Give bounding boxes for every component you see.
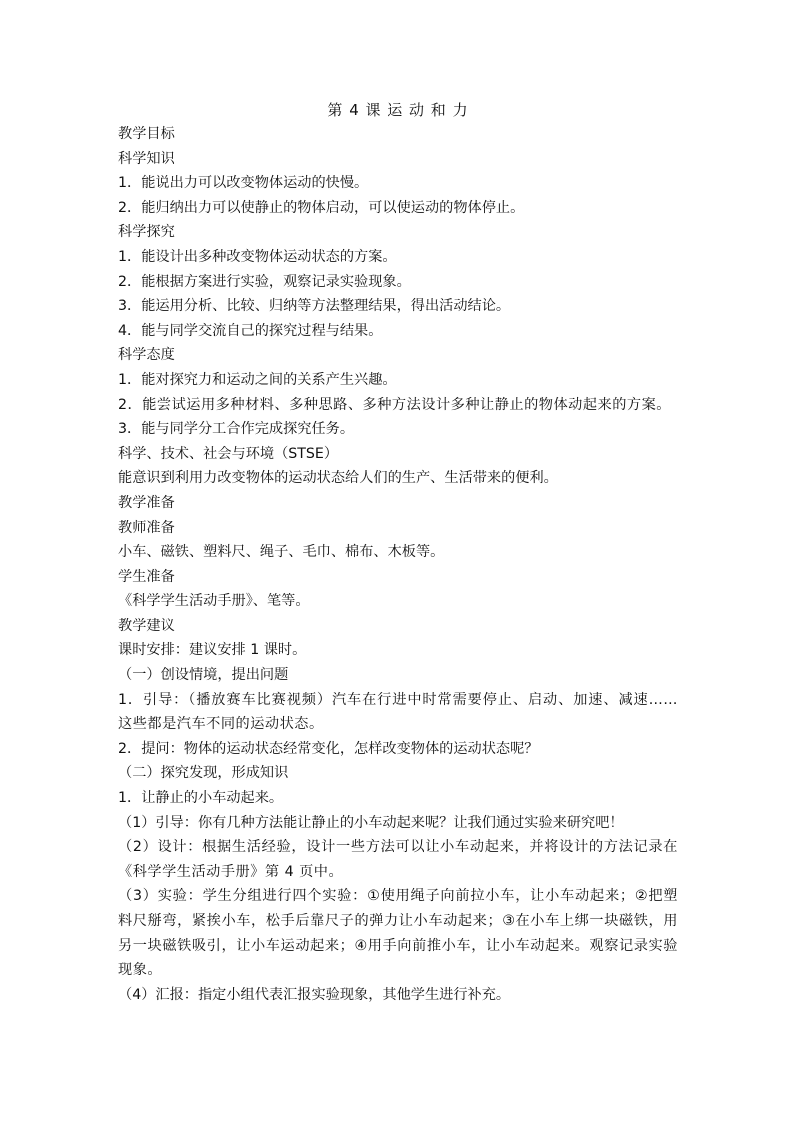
text-paragraph: （2）设计：根据生活经验，设计一些方法可以让小车动起来，并将设计的方法记录在《科学学生活动手册》第 4 页中。 (118, 839, 678, 880)
lesson-title: 第 4 课 运 动 和 力 (327, 101, 469, 119)
subsection-heading: 学生准备 (118, 568, 175, 585)
text-line: 1．让静止的小车动起来。 (118, 790, 284, 807)
text-line: 1．能设计出多种改变物体运动状态的方案。 (118, 248, 397, 265)
text-paragraph: （3）实验：学生分组进行四个实验：①使用绳子向前拉小车，让小车动起来；②把塑料尺掰弯，紧挨小车，松手后靠尺子的弹力让小车动起来；③在小车上绑一块磁铁，用另一块磁铁吸引，让小车运动起来；④用手向前推小车，让小车动起来。观察记录实验现象。 (118, 888, 678, 979)
text-line: 能意识到利用力改变物体的运动状态给人们的生产、生活带来的便利。 (118, 470, 558, 487)
text-line: （1）引导：你有几种方法能让静止的小车动起来呢？让我们通过实验来研究吧！ (118, 814, 624, 831)
text-line: 3．能运用分析、比较、归纳等方法整理结果，得出活动结论。 (118, 298, 511, 315)
text-line: 1．能说出力可以改变物体运动的快慢。 (118, 175, 369, 192)
text-line: 3．能与同学分工合作完成探究任务。 (118, 421, 355, 438)
section-heading: 教学准备 (118, 494, 175, 511)
section-heading: 教学目标 (118, 126, 175, 142)
text-line: 2．提问：物体的运动状态经常变化，怎样改变物体的运动状态呢？ (118, 740, 539, 757)
text-line: 《科学学生活动手册》、笔等。 (118, 593, 310, 610)
subsection-heading: 科学知识 (118, 150, 175, 167)
document-page (118, 98, 678, 1007)
text-line: 课时安排：建议安排 1 课时。 (118, 642, 307, 659)
text-line: 小车、磁铁、塑料尺、绳子、毛巾、棉布、木板等。 (118, 544, 445, 561)
subsection-heading: （二）探究发现，形成知识 (118, 765, 289, 782)
subsection-heading: 科学探究 (118, 224, 175, 241)
subsection-heading: 科学、技术、社会与环境（STSE） (118, 445, 339, 462)
subsection-heading: （一）创设情境，提出问题 (118, 667, 289, 684)
text-line: 4．能与同学交流自己的探究过程与结果。 (118, 322, 383, 339)
subsection-heading: 科学态度 (118, 347, 175, 364)
text-line: 2．能归纳出力可以使静止的物体启动，可以使运动的物体停止。 (118, 199, 525, 216)
text-line: 2．能根据方案进行实验，观察记录实验现象。 (118, 273, 411, 290)
text-paragraph: 2．能尝试运用多种材料、多种思路、多种方法设计多种让静止的物体动起来的方案。 (118, 396, 671, 413)
section-heading: 教学建议 (118, 617, 175, 634)
subsection-heading: 教师准备 (118, 519, 175, 536)
text-paragraph: 1．引导：（播放赛车比赛视频）汽车在行进中时常需要停止、启动、加速、减速……这些都是汽车不同的运动状态。 (118, 691, 678, 733)
text-line: 1．能对探究力和运动之间的关系产生兴趣。 (118, 371, 397, 388)
text-line: （4）汇报：指定小组代表汇报实验现象，其他学生进行补充。 (118, 986, 511, 1003)
